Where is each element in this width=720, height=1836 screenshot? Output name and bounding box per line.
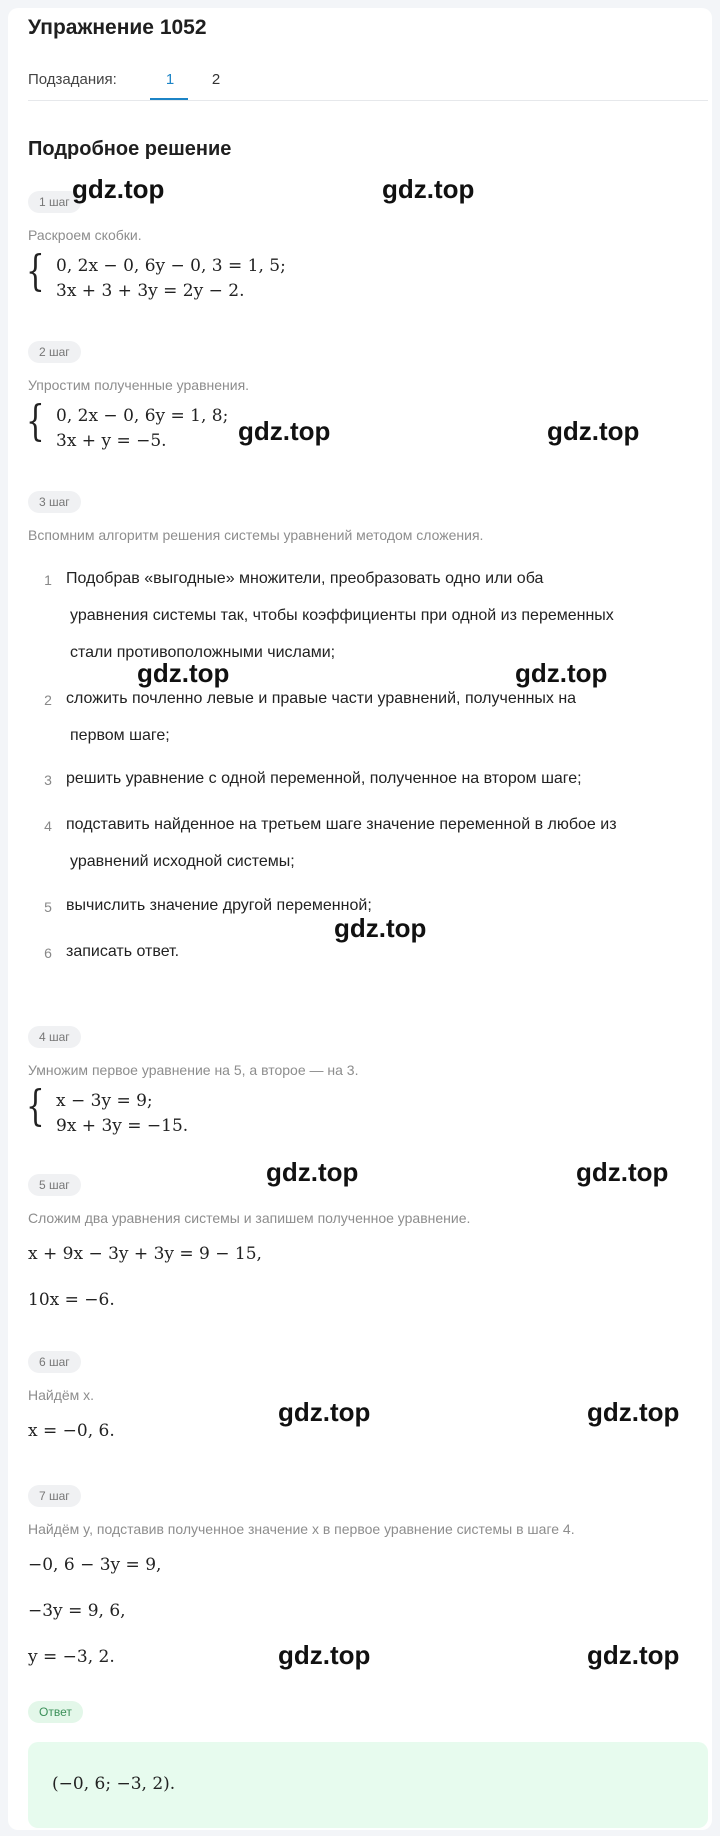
step-description: Раскроем скобки.: [28, 227, 142, 243]
system-brace: {: [26, 396, 45, 445]
watermark: gdz.top: [238, 416, 331, 446]
watermark: gdz.top: [576, 1157, 669, 1187]
list-item: решить уравнение с одной переменной, полученное на втором шаге;: [66, 770, 582, 787]
tab-subtask-2[interactable]: 2: [211, 71, 221, 88]
list-item: записать ответ.: [66, 943, 180, 960]
step-description: Сложим два уравнения системы и запишем полученное уравнение.: [28, 1210, 471, 1226]
equation: y = −3, 2.: [28, 1647, 115, 1667]
system-brace: {: [26, 246, 45, 295]
equation: 0, 2x − 0, 6y − 0, 3 = 1, 5;: [56, 256, 286, 276]
watermark: gdz.top: [515, 658, 608, 688]
step-badge: 6 шаг: [28, 1351, 81, 1373]
list-item: стали противоположными числами;: [70, 644, 336, 661]
equation: 3x + y = −5.: [56, 431, 167, 451]
watermark: gdz.top: [72, 174, 165, 204]
equation: 10x = −6.: [28, 1290, 115, 1310]
watermark: gdz.top: [137, 658, 230, 688]
answer-badge: Ответ: [28, 1701, 83, 1723]
list-item: Подобрав «выгодные» множители, преобразовать одно или оба: [66, 570, 544, 587]
step-description: Умножим первое уравнение на 5, а второе — на 3.: [28, 1062, 359, 1078]
list-number: 4: [44, 818, 52, 834]
watermark: gdz.top: [587, 1640, 680, 1670]
equation: 0, 2x − 0, 6y = 1, 8;: [56, 406, 229, 426]
list-number: 3: [44, 772, 52, 788]
watermark: gdz.top: [278, 1640, 371, 1670]
step-badge: 4 шаг: [28, 1026, 81, 1048]
list-item: вычислить значение другой переменной;: [66, 897, 372, 914]
watermark: gdz.top: [334, 913, 427, 943]
list-number: 1: [44, 572, 52, 588]
list-number: 2: [44, 692, 52, 708]
equation: −3y = 9, 6,: [28, 1601, 126, 1621]
list-number: 6: [44, 945, 52, 961]
equation: 9x + 3y = −15.: [56, 1116, 189, 1136]
watermark: gdz.top: [382, 174, 475, 204]
step-badge: 2 шаг: [28, 341, 81, 363]
equation: −0, 6 − 3y = 9,: [28, 1555, 162, 1575]
equation: x = −0, 6.: [28, 1421, 115, 1441]
watermark: gdz.top: [278, 1397, 371, 1427]
step-description: Упростим полученные уравнения.: [28, 377, 250, 393]
section-title: Подробное решение: [28, 138, 232, 160]
header-divider: [28, 100, 708, 101]
step-badge: 5 шаг: [28, 1174, 81, 1196]
tab-subtask-1[interactable]: 1: [165, 71, 175, 88]
page-title: Упражнение 1052: [28, 16, 207, 39]
list-item: уравнений исходной системы;: [70, 853, 295, 870]
list-number: 5: [44, 899, 52, 915]
watermark: gdz.top: [587, 1397, 680, 1427]
system-brace: {: [26, 1081, 45, 1130]
subtasks-label: Подзадания:: [28, 71, 117, 88]
step-badge: 1 шаг: [28, 191, 81, 213]
equation: 3x + 3 + 3y = 2y − 2.: [56, 281, 245, 301]
step-description: Найдём y, подставив полученное значение x в первое уравнение системы в шаге 4.: [28, 1521, 575, 1537]
step-badge: 7 шаг: [28, 1485, 81, 1507]
list-item: сложить почленно левые и правые части уравнений, полученных на: [66, 690, 577, 707]
list-item: первом шаге;: [70, 727, 170, 744]
watermark: gdz.top: [266, 1157, 359, 1187]
step-description: Вспомним алгоритм решения системы уравнений методом сложения.: [28, 527, 484, 543]
list-item: подставить найденное на третьем шаге значение переменной в любое из: [66, 816, 617, 833]
list-item: уравнения системы так, чтобы коэффициенты при одной из переменных: [70, 607, 614, 624]
equation: x − 3y = 9;: [56, 1091, 153, 1111]
watermark: gdz.top: [547, 416, 640, 446]
answer-value: (−0, 6; −3, 2).: [52, 1774, 176, 1794]
equation: x + 9x − 3y + 3y = 9 − 15,: [28, 1244, 262, 1264]
step-description: Найдём x.: [28, 1387, 95, 1403]
step-badge: 3 шаг: [28, 491, 81, 513]
